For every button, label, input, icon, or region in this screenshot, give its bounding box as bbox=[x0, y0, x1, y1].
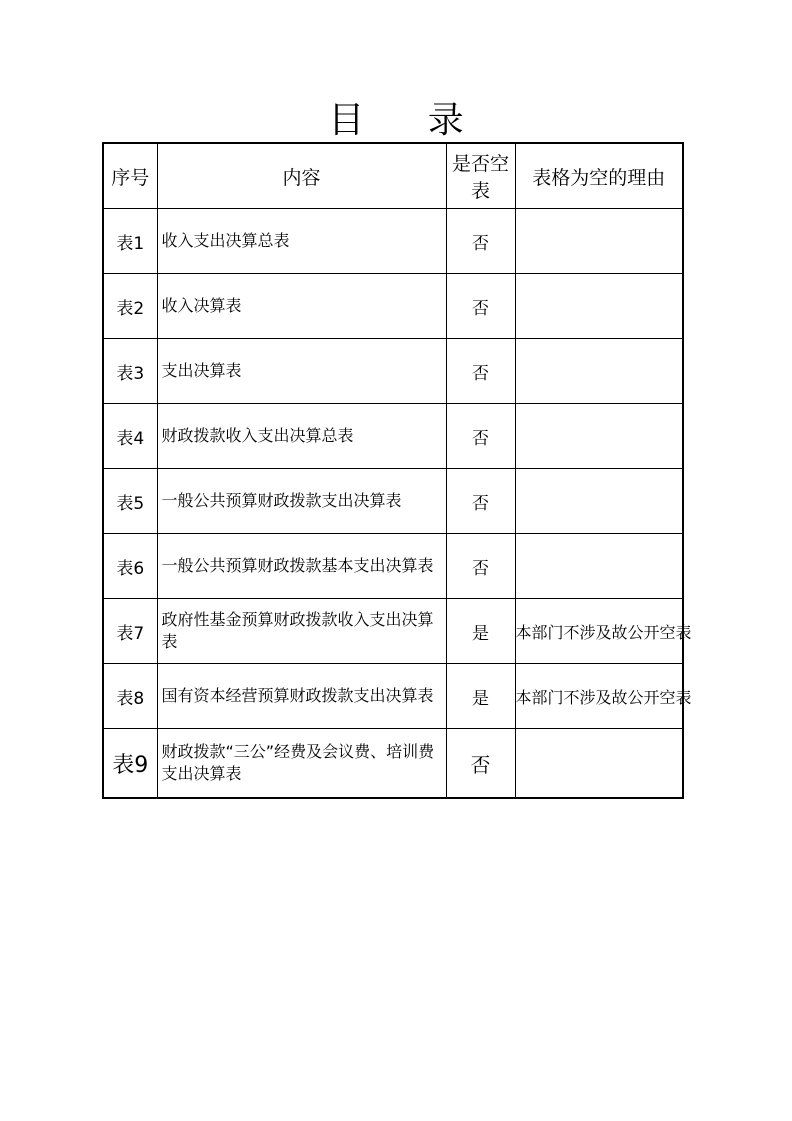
header-index: 序号 bbox=[103, 143, 157, 209]
row-content: 一般公共预算财政拨款支出决算表 bbox=[157, 469, 446, 534]
row-reason: 本部门不涉及故公开空表 bbox=[515, 599, 683, 664]
row-content: 政府性基金预算财政拨款收入支出决算表 bbox=[157, 599, 446, 664]
table-header-row bbox=[103, 143, 683, 209]
row-index: 表5 bbox=[103, 469, 157, 534]
row-is-empty: 是 bbox=[446, 664, 515, 729]
row-reason bbox=[515, 729, 683, 799]
table-row bbox=[103, 534, 683, 599]
row-index: 表7 bbox=[103, 599, 157, 664]
row-is-empty: 否 bbox=[446, 729, 515, 799]
header-reason: 表格为空的理由 bbox=[515, 143, 683, 209]
table-row bbox=[103, 469, 683, 534]
row-is-empty: 否 bbox=[446, 404, 515, 469]
row-content: 一般公共预算财政拨款基本支出决算表 bbox=[157, 534, 446, 599]
row-is-empty: 否 bbox=[446, 209, 515, 274]
row-index: 表1 bbox=[103, 209, 157, 274]
row-index: 表8 bbox=[103, 664, 157, 729]
table-row bbox=[103, 339, 683, 404]
row-reason bbox=[515, 339, 683, 404]
table-row bbox=[103, 404, 683, 469]
header-content: 内容 bbox=[157, 143, 446, 209]
row-index: 表9 bbox=[103, 729, 157, 799]
row-content: 国有资本经营预算财政拨款支出决算表 bbox=[157, 664, 446, 729]
row-index: 表4 bbox=[103, 404, 157, 469]
table-row bbox=[103, 729, 683, 799]
row-reason bbox=[515, 534, 683, 599]
row-content: 收入支出决算总表 bbox=[157, 209, 446, 274]
row-is-empty: 是 bbox=[446, 599, 515, 664]
row-is-empty: 否 bbox=[446, 469, 515, 534]
table-row bbox=[103, 599, 683, 664]
catalog-table bbox=[102, 142, 692, 799]
table-row bbox=[103, 209, 683, 274]
row-is-empty: 否 bbox=[446, 274, 515, 339]
row-is-empty: 否 bbox=[446, 339, 515, 404]
table-row bbox=[103, 664, 683, 729]
row-content: 收入决算表 bbox=[157, 274, 446, 339]
header-is-empty: 是否空表 bbox=[446, 143, 515, 209]
row-is-empty: 否 bbox=[446, 534, 515, 599]
row-index: 表2 bbox=[103, 274, 157, 339]
row-index: 表6 bbox=[103, 534, 157, 599]
row-content: 支出决算表 bbox=[157, 339, 446, 404]
row-content: 财政拨款收入支出决算总表 bbox=[157, 404, 446, 469]
row-reason bbox=[515, 404, 683, 469]
table-row bbox=[103, 274, 683, 339]
page-title: 目 录 bbox=[328, 100, 490, 141]
row-reason: 本部门不涉及故公开空表 bbox=[515, 664, 683, 729]
row-reason bbox=[515, 209, 683, 274]
row-reason bbox=[515, 274, 683, 339]
row-reason bbox=[515, 469, 683, 534]
row-content: 财政拨款“三公”经费及会议费、培训费支出决算表 bbox=[157, 729, 446, 799]
row-index: 表3 bbox=[103, 339, 157, 404]
